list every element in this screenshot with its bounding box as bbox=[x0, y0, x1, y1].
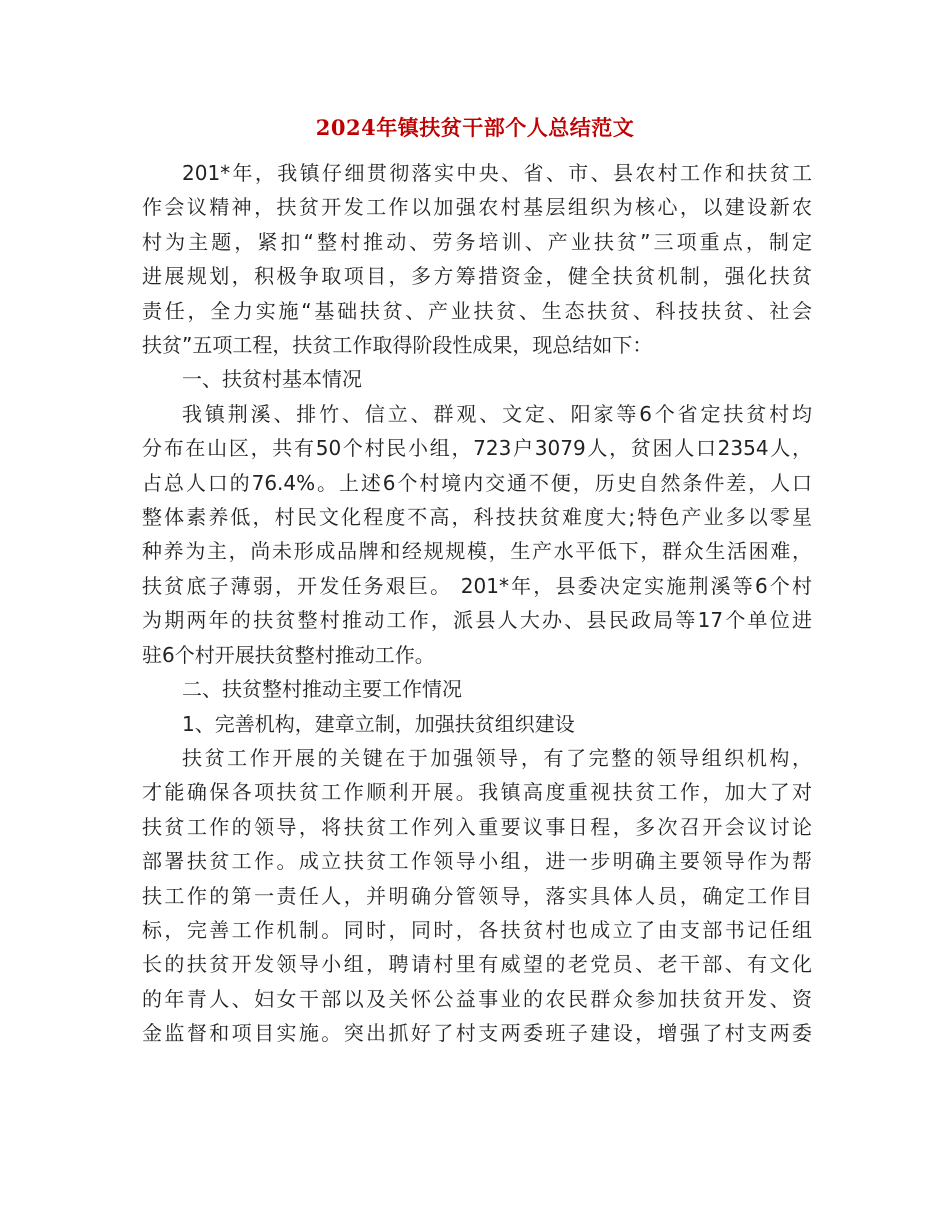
text-line: 整体素养低，村民文化程度不高，科技扶贫难度大;特色产业多以零星 bbox=[142, 505, 812, 530]
paragraph-intro bbox=[142, 156, 812, 362]
text-line: 部署扶贫工作。成立扶贫工作领导小组，进一步明确主要领导作为帮 bbox=[142, 849, 812, 874]
subsection-heading-1: 1、完善机构，建章立制，加强扶贫组织建设 bbox=[182, 711, 575, 736]
text-line: 扶贫工作的领导，将扶贫工作列入重要议事日程，多次召开会议讨论 bbox=[142, 814, 812, 839]
text-line: 才能确保各项扶贫工作顺利开展。我镇高度重视扶贫工作，加大了对 bbox=[142, 780, 812, 805]
text-line: 占总人口的76.4%。上述6个村境内交通不便，历史自然条件差，人口 bbox=[142, 470, 812, 495]
text-line: 进展规划，积极争取项目，多方筹措资金，健全扶贫机制，强化扶贫 bbox=[142, 264, 812, 289]
text-line: 种养为主，尚未形成品牌和经规规模，生产水平低下，群众生活困难， bbox=[142, 539, 812, 564]
text-line: 扶贫底子薄弱，开发任务艰巨。 201*年，县委决定实施荆溪等6个村 bbox=[142, 573, 812, 598]
text-line: 扶贫”五项工程，扶贫工作取得阶段性成果，现总结如下： bbox=[142, 333, 653, 358]
text-line: 的年青人、妇女干部以及关怀公益事业的农民群众参加扶贫开发、资 bbox=[142, 986, 812, 1011]
text-line: 分布在山区，共有50个村民小组，723户3079人，贫困人口2354人， bbox=[142, 436, 812, 461]
text-line: 作会议精神，扶贫开发工作以加强农村基层组织为核心，以建设新农 bbox=[142, 195, 812, 220]
text-line: 扶贫工作开展的关键在于加强领导，有了完整的领导组织机构， bbox=[182, 745, 812, 770]
section-heading-1: 一、扶贫村基本情况 bbox=[182, 367, 362, 392]
document-body bbox=[142, 156, 812, 1051]
section-heading-2: 二、扶贫整村推动主要工作情况 bbox=[182, 677, 462, 702]
text-line: 金监督和项目实施。突出抓好了村支两委班子建设，增强了村支两委 bbox=[142, 1021, 812, 1046]
text-line: 村为主题，紧扣“整村推动、劳务培训、产业扶贫”三项重点，制定 bbox=[142, 229, 812, 254]
paragraph-organization bbox=[142, 741, 812, 1051]
text-line: 责任，全力实施“基础扶贫、产业扶贫、生态扶贫、科技扶贫、社会 bbox=[142, 298, 812, 323]
document-title: 2024年镇扶贫干部个人总结范文 bbox=[315, 115, 635, 140]
text-line: 驻6个村开展扶贫整村推动工作。 bbox=[142, 642, 435, 667]
text-line: 我镇荆溪、排竹、信立、群观、文定、阳家等6个省定扶贫村均 bbox=[182, 401, 812, 426]
text-line: 扶工作的第一责任人，并明确分管领导，落实具体人员，确定工作目 bbox=[142, 883, 812, 908]
text-line: 长的扶贫开发领导小组，聘请村里有威望的老党员、老干部、有文化 bbox=[142, 952, 812, 977]
text-line: 标，完善工作机制。同时，同时，各扶贫村也成立了由支部书记任组 bbox=[142, 917, 812, 942]
text-line: 为期两年的扶贫整村推动工作，派县人大办、县民政局等17个单位进 bbox=[142, 608, 812, 633]
text-line: 201*年，我镇仔细贯彻落实中央、省、市、县农村工作和扶贫工 bbox=[182, 161, 812, 185]
paragraph-basic-situation bbox=[142, 397, 812, 672]
